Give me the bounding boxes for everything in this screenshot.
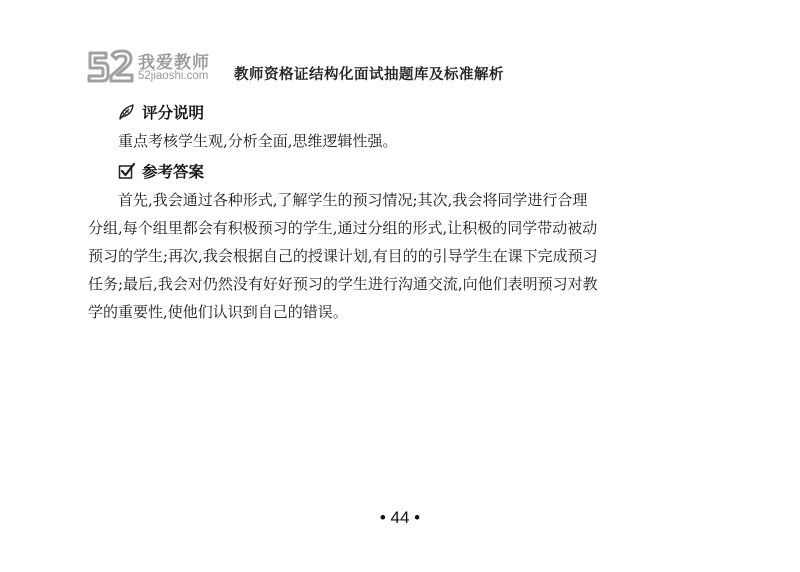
answer-line: 预习的学生;再次,我会根据自己的授课计划,有目的的引导学生在课下完成预习 — [88, 247, 598, 265]
scoring-heading-text: 评分说明 — [142, 104, 205, 122]
answer-line: 首先,我会通过各种形式,了解学生的预习情况;其次,我会将同学进行合理 — [118, 191, 588, 209]
page-number: • 44 • — [379, 508, 421, 527]
checkbox-icon — [118, 162, 136, 180]
answer-line: 学的重要性,使他们认识到自己的错误。 — [88, 303, 348, 321]
logo-name: 我爱教师 — [138, 53, 210, 73]
answer-line: 任务;最后,我会对仍然没有好好预习的学生进行沟通交流,向他们表明预习对教 — [88, 275, 598, 293]
scoring-text — [88, 127, 712, 155]
answer-paragraph — [88, 186, 712, 326]
answer-heading — [118, 160, 204, 182]
book-title: 教师资格证结构化面试抽题库及标准解析 — [234, 67, 504, 83]
scoring-line: 重点考核学生观,分析全面,思维逻辑性强。 — [118, 132, 398, 150]
page-header — [86, 44, 224, 90]
leaf-icon — [118, 103, 136, 121]
answer-line: 分组,每个组里都会有积极预习的学生,通过分组的形式,让积极的同学带动被动 — [88, 219, 598, 237]
answer-heading-text: 参考答案 — [142, 163, 205, 181]
scoring-heading — [118, 101, 204, 123]
logo — [86, 45, 224, 89]
logo-url: 52jiaoshi.com — [138, 70, 209, 82]
logo-mark-icon — [86, 45, 136, 89]
